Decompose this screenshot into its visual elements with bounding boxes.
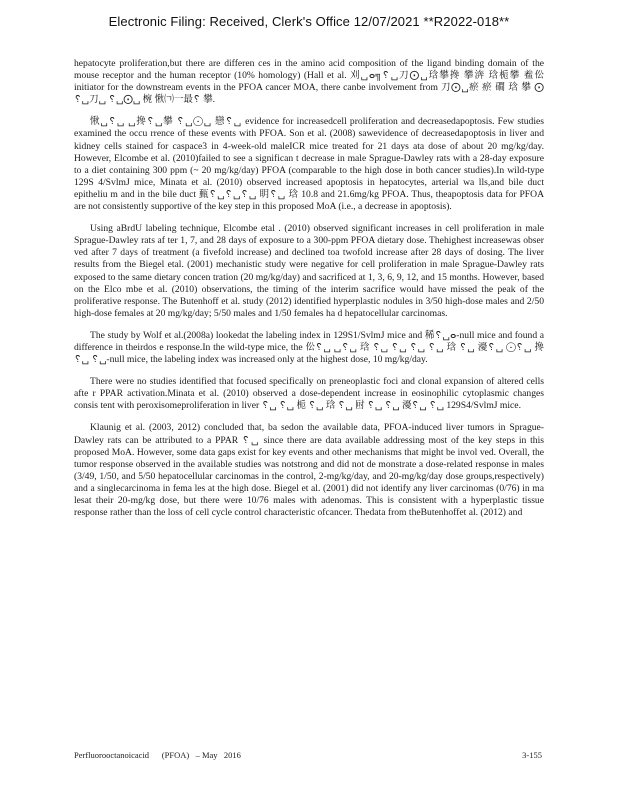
paragraph-proliferation: Using aBrdU labeling technique, Elcombe etal . (2010) observed significant increases in cell proliferation in male Sprague-Dawley rats af ter 1, 7, and 28 days of exposure to a 300-ppm PFOA dietary dose. Thehighest increasewas obser ved after 7 days of treatment (a fivefold increase) and declined toa twofold increase after 28 days of dosing. The liver results from the Biegel etal. (2001) mechanistic study were negative for cell proliferation in male Sprague-Dawley rats exposed to the same dietary concen tration (20 mg/kg/day) and sacrificed at 1, 3, 6, 9, 12, and 15 months. However, based on the Elco mbe et al. (2010) observations, the timing of the interim sacrifice would have missed the peak of the proliferative response. The Butenhoff et al. study (2012) identified hyperplastic nodules in 3/50 high-dose males and 2/50 high-dose females at 20 mg/kg/day; 5/50 males and 1/50 females ha d hepatocellular carcinomas. <box>74 223 544 319</box>
paragraph-continuation: hepatocyte proliferation,but there are differen ces in the amino acid composition of the ligand binding domain of the mouse receptor and the human receptor (10% homology) (Hall et al. 刈␣ⴰ╗␦␣刀⨀␣琀攀搀 攀渀 琀栀攀 鲝伀 initiator for the downstream events in the PFOA cancer MOA, there canbe involvement from 刀⨀␣瘀 瘀 礀 琀 攀 ⨀ ␦␣刀␣ ␦␣⨀␣ 椀 愀㈀⼀最␦ 攀. <box>74 58 544 106</box>
footer-document-title: Perfluorooctanoicacid (PFOA) – May 2016 <box>74 750 241 760</box>
footer-page-number: 3-155 <box>522 750 542 760</box>
paragraph-labeling-index: The study by Wolf et al.(2008a) lookedat the labeling index in 129S1/SvlmJ mice and 稀␦␣ⴰ-null mice and found a difference in theirdos e response.In the wild-type mice, the 伀␦␣ ␣␦␣ 琀 ␦␣ ␦␣ ␦␣ ␦␣ 琀 ␦␣ 瀀␦␣ ⨀␦␣ 搀 ␦␣ ␦␣-null mice, the labeling index was increased only at the highest dose, 10 mg/kg/day. <box>74 329 544 366</box>
paragraph-conclusion: Klaunig et al. (2003, 2012) concluded that, ba sedon the available data, PFOA-induced liver tumors in Sprague-Dawley rats can be attributed to a PPAR ␦␣ since there are data available addressing most of the key steps in this proposed MoA. However, some data gaps exist for key events and other mechanisms that might be invol ved. Overall, the tumor response observed in the available studies was notstrong and did not de monstrate a dose-related response in males (3/49, 1/50, and 5/50 hepatocellular carcinomas in the control, 2-mg/kg/day, and 20-mg/kg/day dose groups,respectively) and a singlecarcinoma in fema les at the high dose. Biegel et al. (2001) did not identify any liver carcinomas (0/76) in ma lesat their 20-mg/kg dose, but there were 10/76 males with adenomas. This is consistent with a hyperplastic tissue response rather than the loss of cell cycle control characteristic ofcancer. Thedata from theButenhoffet al. (2012) and <box>74 422 544 519</box>
paragraph-preneoplastic-foci: There were no studies identified that focused specifically on preneoplastic foci and clonal expansion of altered cells afte r PPAR activation.Minata et al. (2010) observed a dose-dependent increase in eosinophilic cytoplasmic changes consis tent with peroxisomeproliferation in liver ␦␣ ␦␣ 栀 ␦␣ 琀 ␦␣ 尀 ␦␣ ␦␣ 瀀␦␣ ␦␣ 129S4/SvlmJ mice. <box>74 376 544 412</box>
filing-stamp-header: Electronic Filing: Received, Clerk's Office 12/07/2021 **R2022-018** <box>108 14 510 29</box>
body-text <box>74 58 544 529</box>
paragraph-apoptosis: 愀␣␦␣ ␣搀␦␣攀 ␦␣⨀␣ 戀␦␣ evidence for increasedcell proliferation and decreasedapoptosis. Few studies examined the occu rrence of these events with PFOA. Son et al. (2008) sawevidence of decreasedapoptosis in liver and kidney cells stained for caspace3 in 4-week-old maleICR mice treated for 21 days ata dose of about 20 mg/kg/day. However, Elcombe et al. (2010)failed to see a significan t decrease in male Sprague-Dawley rats with a 28-day exposure to a diet containing 300 ppm (~ 20 mg/kg/day) PFOA (comparable to the high dose in both cancer studies).In wild-type 129S 4/SvlmJ mice, Minata et al. (2010) observed increased apoptosis in hepatocytes, arterial wa lls,and bile duct epitheliu m and in the bile duct 甀␦␣␦␣␦␣ 眀␦␣ 琀 10.8 and 21.6mg/kg PFOA. Thus, theapoptosis data for PFOA are not consistently supportive of the key step in this proposed MoA (i.e., a decrease in apoptosis). <box>74 116 544 213</box>
